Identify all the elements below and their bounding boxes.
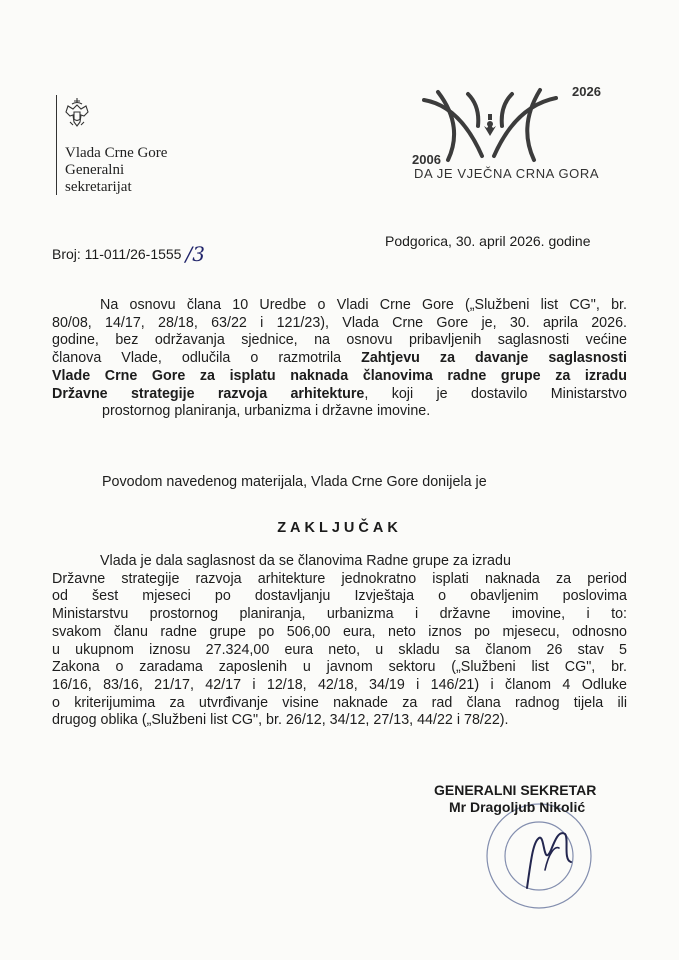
anniversary-year-end: 2026	[572, 84, 601, 99]
signatory-title: GENERALNI SEKRETAR	[434, 782, 597, 798]
anniversary-year-start: 2006	[412, 152, 441, 167]
coat-of-arms-icon	[62, 96, 92, 130]
office-name-line1: Generalni	[65, 162, 125, 178]
conclusion-line: od šest mjeseci po dostavljanju Izvještaja o obavljenim poslovima	[52, 588, 627, 605]
intro-text: članova Vlade, odlučila o razmotrila	[52, 350, 362, 367]
conclusion-line: Zakona o zaradama zaposlenih u javnom sektoru („Službeni list CG", br.	[52, 659, 627, 676]
conclusion-line: 16/16, 83/16, 21/17, 42/17 i 12/18, 42/18, 34/19 i 146/21) i članom 4 Odluke	[52, 676, 627, 693]
request-title-bold: Vlade Crne Gore za isplatu naknada članovima radne grupe za izradu	[52, 367, 627, 384]
header-divider	[56, 95, 57, 195]
conclusion-line: Državne strategije razvoja arhitekture jednokratno isplati naknada za period	[52, 570, 627, 587]
handwritten-suffix: /3	[185, 242, 205, 266]
conclusion-line: svakom članu radne grupe po 506,00 eura, neto iznos po mjesecu, odnosno	[52, 623, 627, 640]
intro-line: 80/08, 14/17, 28/18, 63/22 i 121/23), Vlada Crne Gore je, 30. aprila 2026.	[52, 314, 627, 331]
intro-line	[52, 386, 627, 404]
intro-line	[52, 350, 627, 368]
reference-number-text: Broj: 11-011/26-1555	[52, 246, 182, 262]
place-and-date: Podgorica, 30. april 2026. godine	[385, 233, 591, 249]
conclusion-heading: ZAKLJUČAK	[277, 520, 402, 536]
conclusion-line: Ministarstvu prostornog planiranja, urbanizma i državne imovine, i to:	[52, 606, 627, 623]
conclusion-paragraph	[52, 553, 627, 730]
intro-text: , koji je dostavilo Ministarstvo	[364, 385, 627, 402]
conclusion-line: u ukupnom iznosu 27.324,00 eura neto, u skladu sa članom 26 stav 5	[52, 641, 627, 658]
reference-number	[52, 240, 205, 264]
conclusion-line: drugog oblika („Službeni list CG", br. 26/12, 34/12, 27/13, 44/22 i 78/22).	[52, 712, 509, 729]
anniversary-logo-icon	[420, 86, 560, 164]
conclusion-line: Vlada je dala saglasnost da se članovima Radne grupe za izradu	[100, 553, 511, 569]
intro-line: godine, bez održavanja sjednice, na osnovu pribavljenih saglasnosti većine	[52, 332, 627, 349]
request-title-bold: Zahtjevu za davanje saglasnosti	[361, 350, 627, 367]
intro-line: prostornog planiranja, urbanizma i državne imovine.	[102, 403, 431, 420]
anniversary-slogan: DA JE VJEČNA CRNA GORA	[414, 166, 600, 181]
intro-line: Na osnovu člana 10 Uredbe o Vladi Crne Gore („Službeni list CG", br.	[100, 297, 627, 313]
request-title-bold: Državne strategije razvoja arhitekture	[52, 385, 365, 402]
intro-line	[52, 368, 627, 386]
decision-intro: Povodom navedenog materijala, Vlada Crne Gore donijela je	[102, 474, 487, 490]
signatory-name: Mr Dragoljub Nikolić	[449, 799, 586, 815]
government-name: Vlada Crne Gore	[65, 145, 168, 161]
intro-paragraph	[52, 297, 627, 421]
conclusion-line: o kriterijumima za utvrđivanje visine naknade za rad člana radnog tijela ili	[52, 694, 627, 711]
office-name-line2: sekretarijat	[65, 179, 132, 195]
